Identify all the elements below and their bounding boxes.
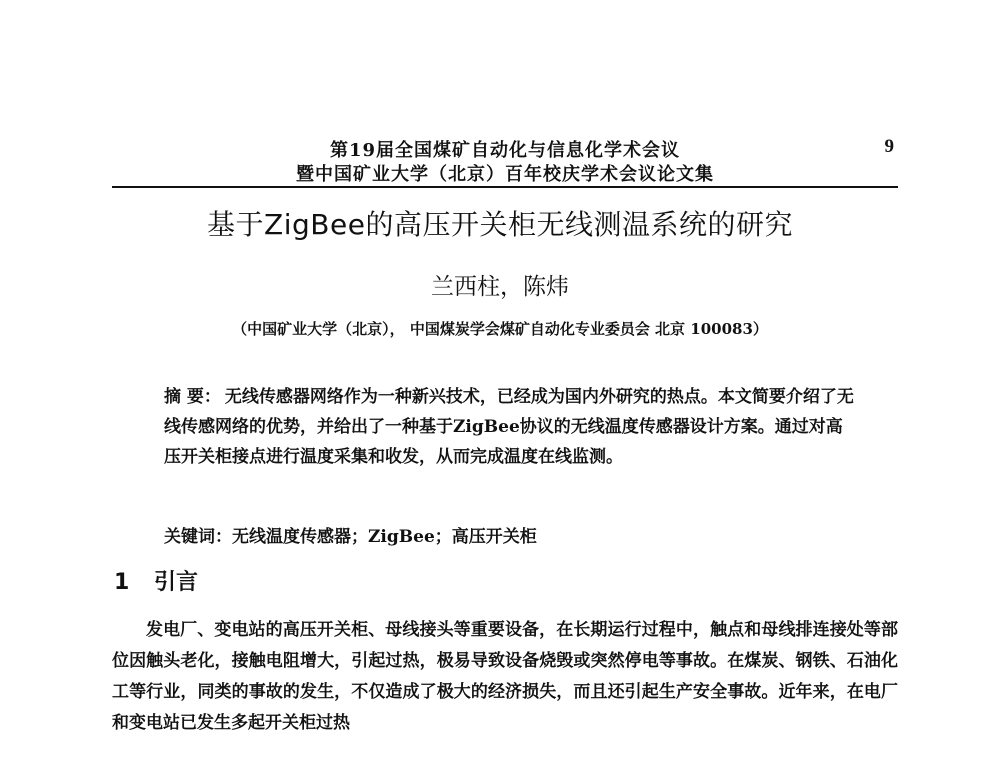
- paper-affiliation: （中国矿业大学（北京）， 中国煤炭学会煤矿自动化专业委员会 北京 100083）: [232, 320, 768, 338]
- running-header: [112, 134, 898, 188]
- paper-title: 基于ZigBee的高压开关柜无线测温系统的研究: [207, 208, 793, 241]
- conference-title-line1: 第19届全国煤矿自动化与信息化学术会议: [329, 140, 681, 161]
- keywords-label: 关键词：: [164, 527, 232, 547]
- section-title: 引言: [154, 570, 199, 595]
- section-heading: [114, 565, 198, 596]
- paper-authors: 兰西柱，陈炜: [431, 274, 569, 300]
- conference-title-line2: 暨中国矿业大学（北京）百年校庆学术会议论文集: [296, 164, 714, 185]
- keywords-text: 无线温度传感器；ZigBee；高压开关柜: [232, 527, 537, 547]
- body-paragraph: 发电厂、变电站的高压开关柜、母线接头等重要设备，在长期运行过程中，触点和母线排连接处等部位因触头老化，接触电阻增大，引起过热，极易导致设备烧毁或突然停电等事故。在煤炭、钢铁、石油化工等行业，同类的事故的发生，不仅造成了极大的经济损失，而且还引起生产安全事故。近年来，在电厂和变电站已发生多起开关柜过热: [112, 620, 898, 733]
- abstract-label: 摘 要：: [164, 387, 221, 407]
- keywords: [164, 522, 854, 547]
- page-number: 9: [884, 136, 894, 157]
- abstract-text: 无线传感器网络作为一种新兴技术，已经成为国内外研究的热点。本文简要介绍了无线传感网络的优势，并给出了一种基于ZigBee协议的无线温度传感器设计方案。通过对高压开关柜接点进行温度采集和收发，从而完成温度在线监测。: [164, 387, 854, 467]
- section-number: 1: [114, 570, 130, 595]
- abstract: [164, 382, 854, 472]
